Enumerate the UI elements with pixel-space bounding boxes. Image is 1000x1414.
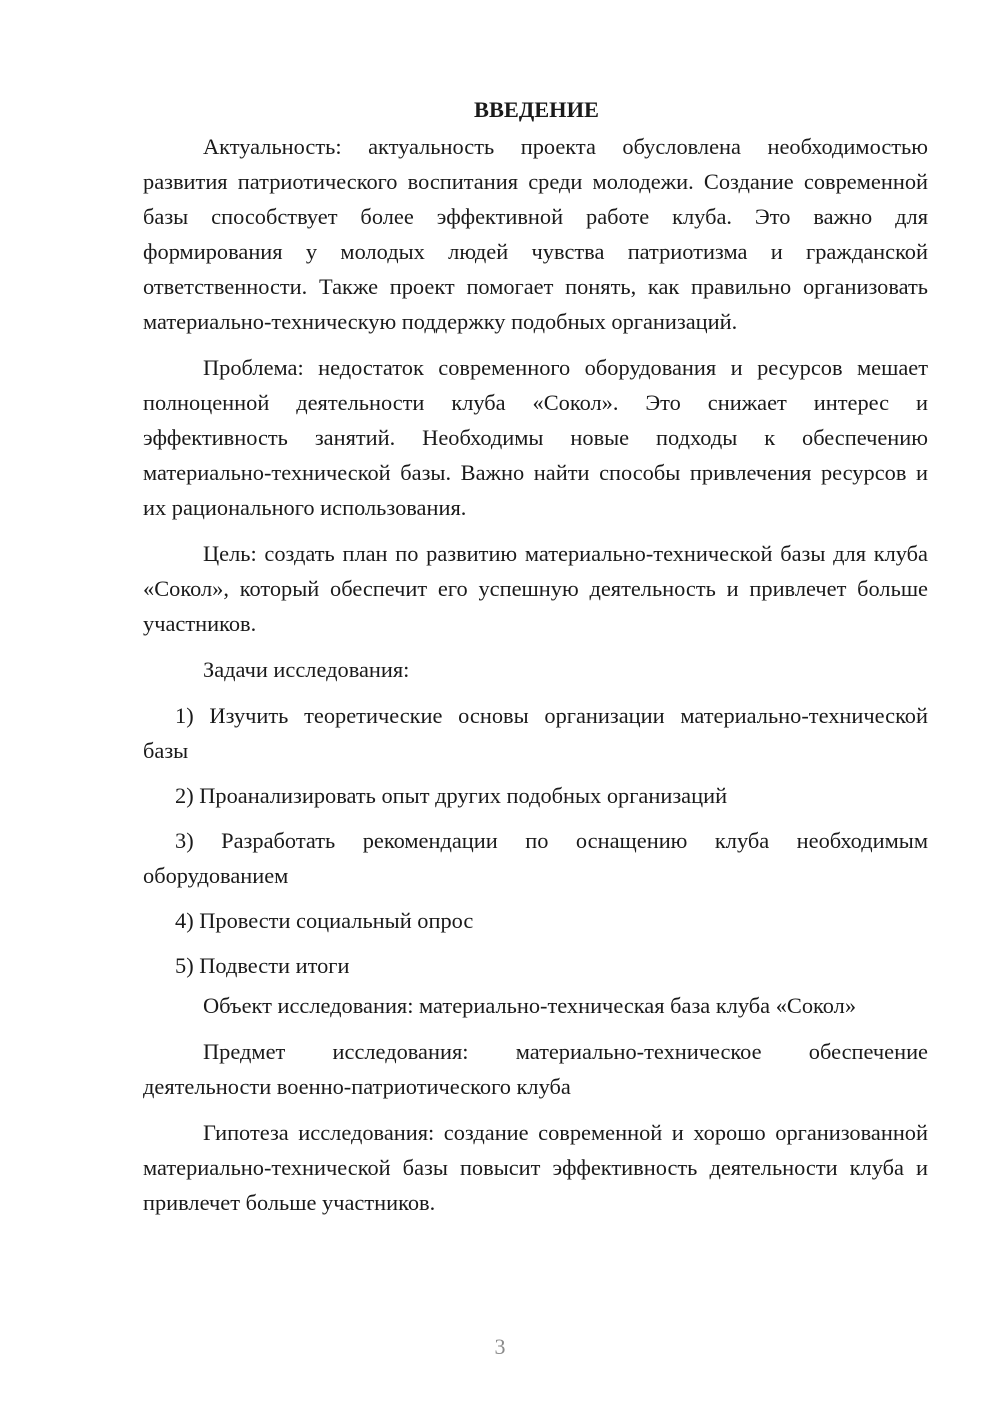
relevance-paragraph: Актуальность: актуальность проекта обусловлена необходимостью развития патриотического воспитания среди молодежи. Создание современной базы способствует более эффективной работе клуба. Это важно для формирования у молодых людей чувства патриотизма и гражданской ответственности. Также проект помогает понять, как правильно организовать материально-техническую поддержку подобных организаций. — [143, 134, 928, 334]
task-item-5: 5) Подвести итоги — [175, 953, 350, 978]
subject-paragraph: Предмет исследования: материально-техническое обеспечение деятельности военно-патриотического клуба — [143, 1039, 928, 1099]
task-item-2: 2) Проанализировать опыт других подобных организаций — [175, 783, 728, 808]
object-paragraph: Объект исследования: материально-техническая база клуба «Сокол» — [203, 993, 857, 1018]
tasks-title: Задачи исследования: — [203, 657, 410, 682]
page-content — [143, 92, 928, 1231]
problem-paragraph: Проблема: недостаток современного оборудования и ресурсов мешает полноценной деятельности клуба «Сокол». Это снижает интерес и эффективность занятий. Необходимы новые подходы к обеспечению материально-технической базы. Важно найти способы привлечения ресурсов и их рационального использования. — [143, 355, 928, 520]
page-number: 3 — [494, 1334, 506, 1359]
section-heading: ВВЕДЕНИЕ — [474, 97, 599, 122]
task-item-1: 1) Изучить теоретические основы организации материально-технической базы — [143, 703, 928, 763]
hypothesis-paragraph: Гипотеза исследования: создание современной и хорошо организованной материально-технической базы повысит эффективность деятельности клуба и привлечет больше участников. — [143, 1120, 928, 1215]
task-item-4: 4) Провести социальный опрос — [175, 908, 474, 933]
task-item-3: 3) Разработать рекомендации по оснащению клуба необходимым оборудованием — [143, 828, 928, 888]
goal-paragraph: Цель: создать план по развитию материально-технической базы для клуба «Сокол», который обеспечит его успешную деятельность и привлечет больше участников. — [143, 541, 928, 636]
